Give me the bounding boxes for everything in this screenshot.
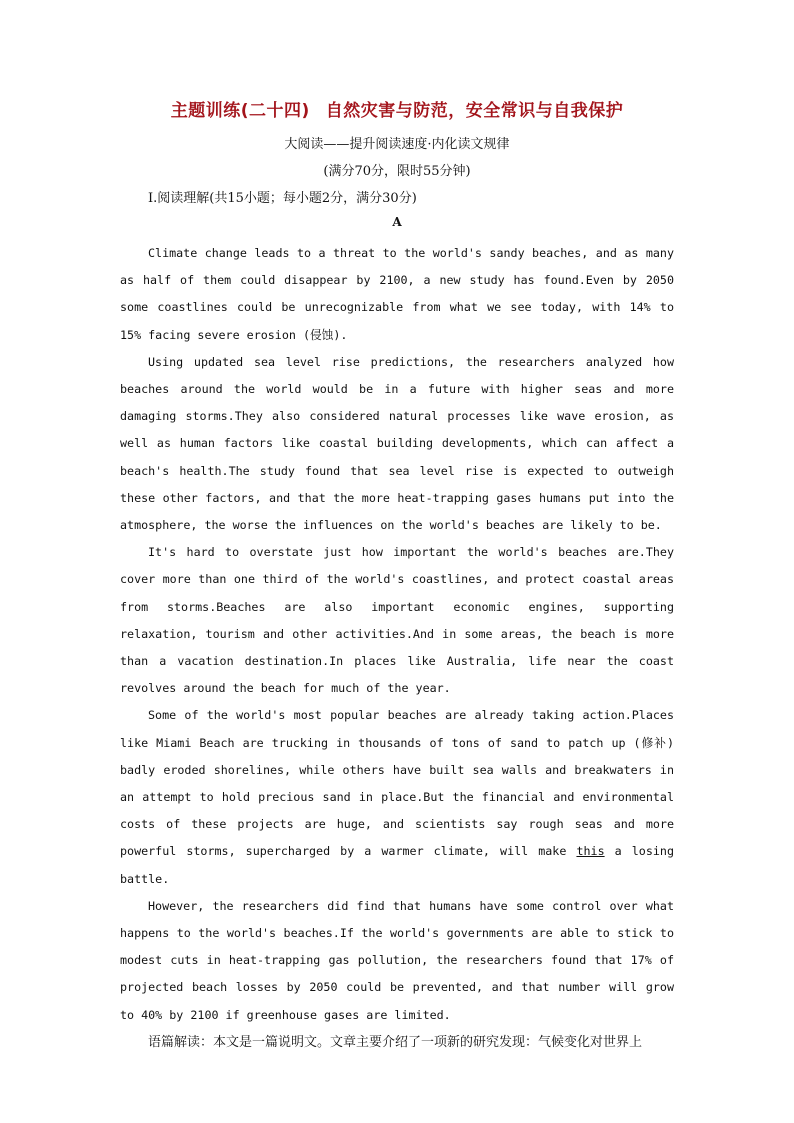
paragraph-1: Climate change leads to a threat to the world's sandy beaches, and as many as half of them could disappear by 2100, a new study has found.Even by 2050 some coastlines could be unrecognizable from what we see today, with 14% to 15% facing severe erosion (侵蚀). — [120, 246, 674, 342]
score-time-note: (满分70分，限时55分钟) — [323, 164, 471, 179]
page-title — [120, 96, 674, 121]
passage-label: A — [392, 215, 402, 229]
passage-body — [120, 240, 674, 1056]
underlined-word: this — [576, 844, 605, 859]
page-subtitle: 大阅读——提升阅读速度·内化读文规律 — [284, 137, 510, 152]
title-topic-name: 自然灾害与防范，安全常识与自我保护 — [325, 101, 624, 121]
paragraph-2: Using updated sea level rise predictions, the researchers analyzed how beaches around the world would be in a future with higher seas and more damaging storms.They also considered natural processes like wave erosion, as well as human factors like coastal building developments, which can affect a beach's health.The study found that sea level rise is expected to outweigh these other factors, and that the more heat-trapping gases humans put into the atmosphere, the worse the influences on the world's beaches are likely to be. — [120, 354, 674, 533]
title-topic-number: 主题训练(二十四) — [170, 101, 310, 121]
paragraph-3: It's hard to overstate just how important the world's beaches are.They cover more than one third of the world's coastlines, and protect coastal areas from storms.Beaches are also important economic engines, supporting relaxation, tourism and other activities.And in some areas, the beach is more than a vacation destination.In places like Australia, life near the coast revolves around the beach for much of the year. — [120, 545, 674, 696]
paragraph-5: However, the researchers did find that humans have some control over what happens to the world's beaches.If the world's governments are able to stick to modest cuts in heat-trapping gas pollution, the researchers found that 17% of projected beach losses by 2050 could be prevented, and that number will grow to 40% by 2100 if greenhouse gases are limited. — [120, 898, 674, 1022]
section-heading: Ⅰ.阅读理解(共15小题；每小题2分，满分30分) — [148, 191, 417, 206]
paragraph-4-text-a: Some of the world's most popular beaches are already taking action.Places like Miami Beach are trucking in thousands of tons of sand to patch up (修补) badly eroded shorelines, while others have built sea walls and breakwaters in an attempt to hold precious sand in place.But the financial and environmental costs of these projects are huge, and scientists say rough seas and more powerful storms, supercharged by a warmer climate, will make — [120, 708, 674, 859]
paragraph-4 — [120, 702, 674, 892]
passage-analysis: 语篇解读：本文是一篇说明文。文章主要介绍了一项新的研究发现：气候变化对世界上 — [148, 1034, 643, 1050]
paragraph-4-text-b: a losing battle. — [120, 844, 674, 886]
